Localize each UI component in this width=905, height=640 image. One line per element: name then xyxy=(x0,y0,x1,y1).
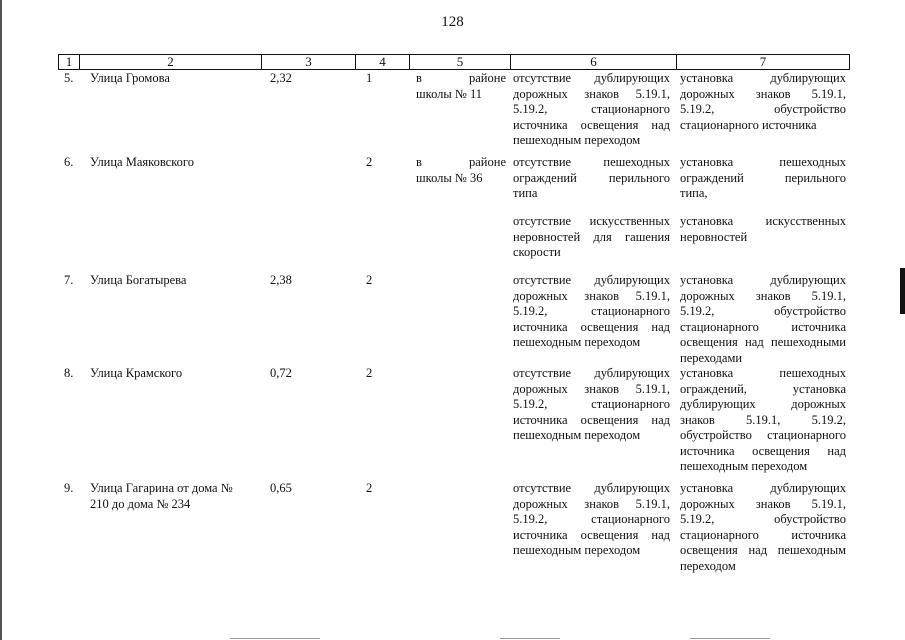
scan-bottom-mark xyxy=(690,638,770,639)
measure: установка дублирующих дорожных знаков 5.19.1, 5.19.2, обустройство стационарного источника xyxy=(680,71,846,132)
scan-bottom-mark xyxy=(500,638,560,639)
scan-bottom-mark xyxy=(230,638,320,639)
row-number: 8. xyxy=(64,366,74,380)
measure: установка дублирующих дорожных знаков 5.19.1, 5.19.2, обустройство стационарного источника освещения над пешеходными переходами xyxy=(680,273,846,365)
header-col-6: 6 xyxy=(510,54,676,69)
header-col-7: 7 xyxy=(676,54,850,69)
header-bottom-rule xyxy=(58,69,850,70)
category: 2 xyxy=(366,155,373,169)
category: 2 xyxy=(366,481,373,495)
length-km: 2,32 xyxy=(270,71,292,85)
category: 2 xyxy=(366,273,373,287)
category: 2 xyxy=(366,366,373,380)
location: в районе школы № 11 xyxy=(416,71,506,101)
measure: установка пешеходных ограждений перильного типа, xyxy=(680,155,846,200)
scan-edge-mark xyxy=(900,268,905,314)
header-col-2: 2 xyxy=(79,54,261,69)
category: 1 xyxy=(366,71,373,85)
page-number: 128 xyxy=(441,14,464,30)
street-name: Улица Крамского xyxy=(90,366,183,380)
deficiency: отсутствие дублирующих дорожных знаков 5.19.1, 5.19.2, стационарного источника освещения над пешеходным переходом xyxy=(513,366,670,442)
location: в районе школы № 36 xyxy=(416,155,506,185)
measure: установка дублирующих дорожных знаков 5.19.1, 5.19.2, обустройство стационарного источника освещения над пешеходным переходом xyxy=(680,481,846,573)
row-number: 7. xyxy=(64,273,74,287)
row-number: 9. xyxy=(64,481,74,495)
street-name: Улица Богатырева xyxy=(90,273,187,287)
measure: установка пешеходных ограждений, установка дублирующих дорожных знаков 5.19.1, 5.19.2, обустройство стационарного источника освещения над пешеходным переходом xyxy=(680,366,846,473)
header-col-4: 4 xyxy=(355,54,409,69)
street-name: Улица Гагарина от дома № 210 до дома № 234 xyxy=(90,481,233,511)
deficiency: отсутствие пешеходных ограждений перильного типа xyxy=(513,155,670,200)
row-number: 6. xyxy=(64,155,74,169)
street-name: Улица Маяковского xyxy=(90,155,194,169)
length-km: 0,65 xyxy=(270,481,292,495)
header-col-5: 5 xyxy=(409,54,510,69)
length-km: 0,72 xyxy=(270,366,292,380)
header-col-3: 3 xyxy=(261,54,355,69)
row-number: 5. xyxy=(64,71,74,85)
measure: установка искусственных неровностей xyxy=(680,214,846,244)
header-col-1: 1 xyxy=(58,54,79,69)
deficiency: отсутствие дублирующих дорожных знаков 5.19.1, 5.19.2, стационарного источника освещения над пешеходным переходом xyxy=(513,273,670,349)
length-km: 2,38 xyxy=(270,273,292,287)
deficiency: отсутствие искусственных неровностей для гашения скорости xyxy=(513,214,670,259)
deficiency: отсутствие дублирующих дорожных знаков 5.19.1, 5.19.2, стационарного источника освещения над пешеходным переходом xyxy=(513,481,670,557)
street-name: Улица Громова xyxy=(90,71,170,85)
table-header-row xyxy=(58,54,850,69)
scan-left-edge xyxy=(0,0,2,640)
deficiency: отсутствие дублирующих дорожных знаков 5.19.1, 5.19.2, стационарного источника освещения над пешеходным переходом xyxy=(513,71,670,147)
